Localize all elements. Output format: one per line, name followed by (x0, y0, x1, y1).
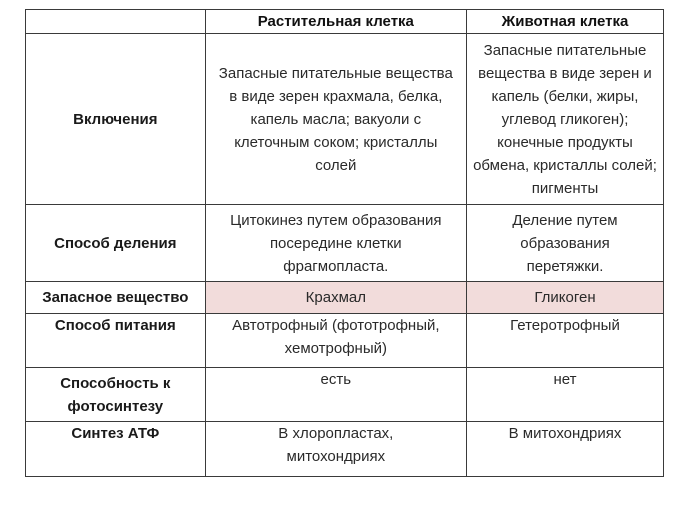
animal-cell-division: Деление путем образования перетяжки. (466, 205, 663, 282)
row-label-nutrition: Способ питания (26, 314, 206, 368)
row-label-photosynthesis: Способность к фотосинтезу (26, 368, 206, 422)
plant-cell-atp: В хлоропластах, митохондриях (205, 422, 466, 477)
table-row-nutrition (26, 314, 664, 368)
table-row-division (26, 205, 664, 282)
plant-cell-inclusions: Запасные питательные вещества в виде зерен крахмала, белка, капель масла; вакуоли с клеточным соком; кристаллы солей (205, 34, 466, 205)
header-row (26, 10, 664, 34)
row-label-inclusions: Включения (26, 34, 206, 205)
plant-cell-photosynthesis: есть (205, 368, 466, 422)
row-label-atp: Синтез АТФ (26, 422, 206, 477)
header-empty-cell (26, 10, 206, 34)
row-label-storage: Запасное вещество (26, 282, 206, 314)
plant-cell-division: Цитокинез путем образования посередине клетки фрагмопласта. (205, 205, 466, 282)
row-label-division: Способ деления (26, 205, 206, 282)
header-animal-cell: Животная клетка (466, 10, 663, 34)
table-row-atp (26, 422, 664, 477)
plant-cell-nutrition: Автотрофный (фототрофный, хемотрофный) (205, 314, 466, 368)
table-row-photosynthesis (26, 368, 664, 422)
comparison-table (25, 9, 664, 477)
animal-cell-storage: Гликоген (466, 282, 663, 314)
animal-cell-photosynthesis: нет (466, 368, 663, 422)
header-plant-cell: Растительная клетка (205, 10, 466, 34)
animal-cell-inclusions: Запасные питательные вещества в виде зерен и капель (белки, жиры, углевод гликоген); конечные продукты обмена, кристаллы солей; пигменты (466, 34, 663, 205)
plant-cell-storage: Крахмал (205, 282, 466, 314)
animal-cell-atp: В митохондриях (466, 422, 663, 477)
table-row-inclusions (26, 34, 664, 205)
animal-cell-nutrition: Гетеротрофный (466, 314, 663, 368)
table-row-storage (26, 282, 664, 314)
